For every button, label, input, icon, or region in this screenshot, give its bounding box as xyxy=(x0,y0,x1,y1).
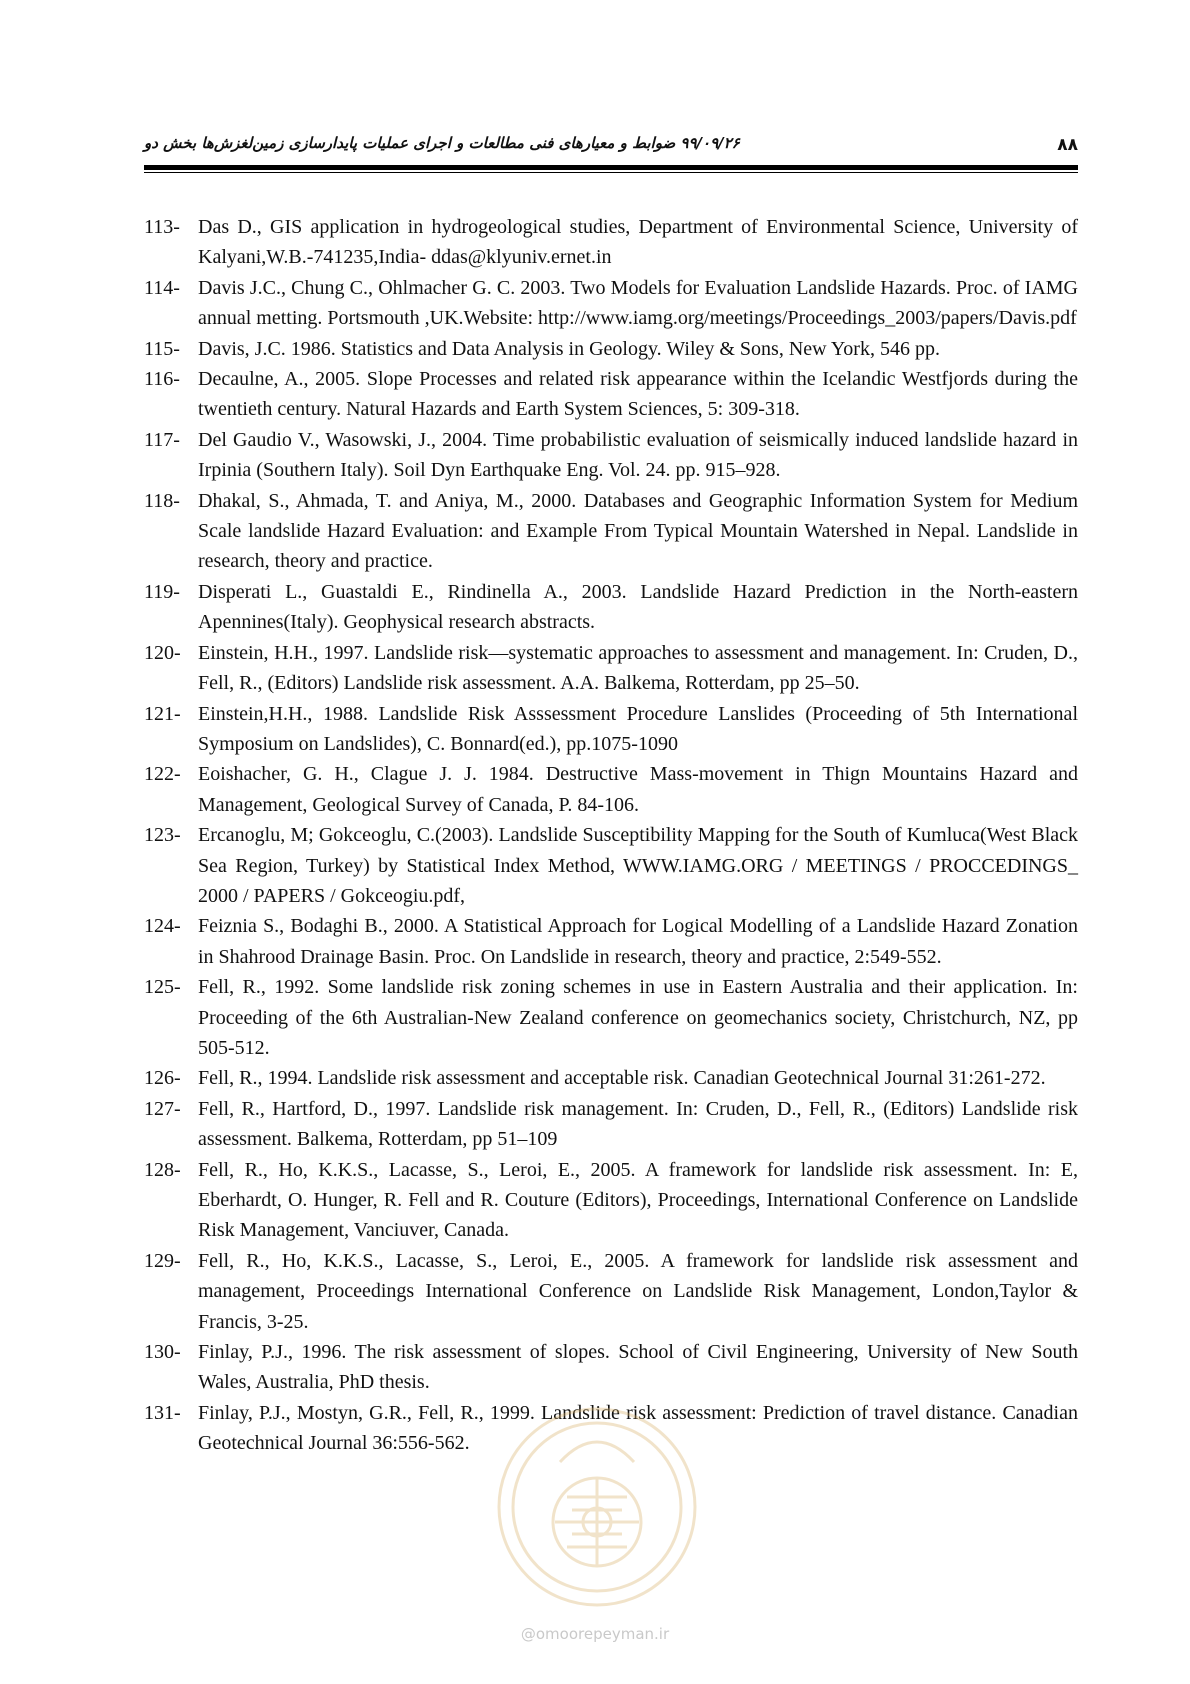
header-rule-thick xyxy=(144,165,1078,170)
reference-text: Fell, R., Hartford, D., 1997. Landslide risk management. In: Cruden, D., Fell, R., (Editors) Landslide risk assessment. Balkema, Rotterdam, pp 51–109 xyxy=(198,1097,1078,1151)
reference-item xyxy=(144,577,1078,638)
reference-number: 127- xyxy=(144,1097,181,1120)
reference-number: 122- xyxy=(144,763,181,786)
reference-item xyxy=(144,638,1078,699)
reference-number: 130- xyxy=(144,1341,181,1364)
reference-text: Decaulne, A., 2005. Slope Processes and related risk appearance within the Icelandic Westfjords during the twentieth century. Natural Hazards and Earth System Sciences, 5: 309-318. xyxy=(198,368,1078,421)
reference-text: Ercanoglu, M; Gokceoglu, C.(2003). Landslide Susceptibility Mapping for the South of Kumluca(West Black Sea Region, Turkey) by Statistical Index Method, WWW.IAMG.ORG / MEETINGS / PROCCEDINGS_ 2000 / PAPERS / Gokceogiu.pdf, xyxy=(198,824,1078,907)
reference-item xyxy=(144,273,1078,334)
reference-item xyxy=(144,364,1078,425)
reference-text: Fell, R., 1994. Landslide risk assessment and acceptable risk. Canadian Geotechnical Journal 31:261-272. xyxy=(198,1067,1046,1090)
reference-item xyxy=(144,1063,1078,1093)
reference-text: Das D., GIS application in hydrogeological studies, Department of Environmental Science, University of Kalyani,W.B.-741235,India- ddas@klyuniv.ernet.in xyxy=(198,216,1078,269)
reference-text: Fell, R., 1992. Some landslide risk zoning schemes in use in Eastern Australia and their application. In: Proceeding of the 6th Australian-New Zealand conference on geomechanics society, Christchurch, NZ, pp 505-512. xyxy=(198,976,1078,1059)
reference-text: Fell, R., Ho, K.K.S., Lacasse, S., Leroi, E., 2005. A framework for landslide risk assessment. In: E, Eberhardt, O. Hunger, R. Fell and R. Couture (Editors), Proceedings, International Conference on Landslide Risk Management, Vanciuver, Canada. xyxy=(198,1158,1078,1242)
reference-item xyxy=(144,1155,1078,1246)
reference-text: Davis, J.C. 1986. Statistics and Data Analysis in Geology. Wiley & Sons, New York, 546 pp. xyxy=(198,337,940,360)
reference-number: 123- xyxy=(144,824,181,847)
reference-number: 115- xyxy=(144,337,180,360)
reference-number: 129- xyxy=(144,1249,181,1272)
reference-item xyxy=(144,486,1078,577)
reference-text: Disperati L., Guastaldi E., Rindinella A., 2003. Landslide Hazard Prediction in the North-eastern Apennines(Italy). Geophysical research abstracts. xyxy=(198,580,1078,634)
reference-item xyxy=(144,1094,1078,1155)
reference-text: Einstein, H.H., 1997. Landslide risk—systematic approaches to assessment and management. In: Cruden, D., Fell, R., (Editors) Landslide risk assessment. A.A. Balkema, Rotterdam, pp 25–50. xyxy=(198,641,1078,695)
reference-number: 116- xyxy=(144,368,180,391)
reference-list xyxy=(144,212,1078,1459)
reference-item xyxy=(144,1337,1078,1398)
reference-number: 131- xyxy=(144,1401,181,1424)
page-header xyxy=(144,125,1078,165)
reference-text: Finlay, P.J., 1996. The risk assessment of slopes. School of Civil Engineering, University of New South Wales, Australia, PhD thesis. xyxy=(198,1341,1078,1394)
reference-item xyxy=(144,820,1078,911)
reference-text: Davis J.C., Chung C., Ohlmacher G. C. 2003. Two Models for Evaluation Landslide Hazards. Proc. of IAMG annual metting. Portsmouth ,UK.Website: http://www.iamg.org/meetings/Proceedings_2003/papers/Davis.pdf xyxy=(198,276,1078,330)
reference-text: Fell, R., Ho, K.K.S., Lacasse, S., Leroi, E., 2005. A framework for landslide risk assessment and management, Proceedings International Conference on Landslide Risk Management, London,Taylor & Francis, 3-25. xyxy=(198,1249,1078,1333)
reference-text: Finlay, P.J., Mostyn, G.R., Fell, R., 1999. Landslide risk assessment: Prediction of travel distance. Canadian Geotechnical Journal 36:556-562. xyxy=(198,1401,1078,1455)
reference-number: 119- xyxy=(144,580,180,603)
page-number: ۸۸ xyxy=(1057,135,1078,155)
reference-item xyxy=(144,1246,1078,1337)
reference-number: 113- xyxy=(144,216,180,238)
reference-number: 117- xyxy=(144,428,180,451)
reference-number: 114- xyxy=(144,276,180,299)
reference-text: Dhakal, S., Ahmada, T. and Aniya, M., 2000. Databases and Geographic Information System for Medium Scale landslide Hazard Evaluation: and Example From Typical Mountain Watershed in Nepal. Landslide in research, theory and practice. xyxy=(198,489,1078,573)
reference-item xyxy=(144,972,1078,1063)
watermark-text: @omoorepeyman.ir xyxy=(520,1625,670,1643)
reference-text: Feiznia S., Bodaghi B., 2000. A Statistical Approach for Logical Modelling of a Landslide Hazard Zonation in Shahrood Drainage Basin. Proc. On Landslide in research, theory and practice, 2:549-552. xyxy=(198,915,1078,968)
reference-number: 125- xyxy=(144,976,181,999)
reference-number: 126- xyxy=(144,1067,181,1090)
reference-text: Eoishacher, G. H., Clague J. J. 1984. Destructive Mass-movement in Thign Mountains Hazard and Management, Geological Survey of Canada, P. 84-106. xyxy=(198,763,1078,816)
reference-item xyxy=(144,699,1078,760)
reference-item xyxy=(144,759,1078,820)
reference-text: Del Gaudio V., Wasowski, J., 2004. Time probabilistic evaluation of seismically induced landslide hazard in Irpinia (Southern Italy). Soil Dyn Earthquake Eng. Vol. 24. pp. 915–928. xyxy=(198,428,1078,482)
reference-number: 121- xyxy=(144,702,181,725)
reference-number: 128- xyxy=(144,1158,181,1181)
header-title: ۹۹/۰۹/۲۶ ضوابط و معیارهای فنی مطالعات و اجرای عملیات پایدارسازی زمین‌لغزش‌ها بخش دو xyxy=(144,134,740,152)
reference-item xyxy=(144,911,1078,972)
reference-number: 124- xyxy=(144,915,181,938)
header-rule-thin xyxy=(144,172,1078,173)
reference-item xyxy=(144,334,1078,364)
reference-number: 120- xyxy=(144,641,181,664)
reference-number: 118- xyxy=(144,489,180,512)
reference-item xyxy=(144,212,1078,273)
reference-text: Einstein,H.H., 1988. Landslide Risk Asssessment Procedure Lanslides (Proceeding of 5th International Symposium on Landslides), C. Bonnard(ed.), pp.1075-1090 xyxy=(198,702,1078,755)
reference-item xyxy=(144,425,1078,486)
watermark-seal-icon xyxy=(492,1402,702,1612)
